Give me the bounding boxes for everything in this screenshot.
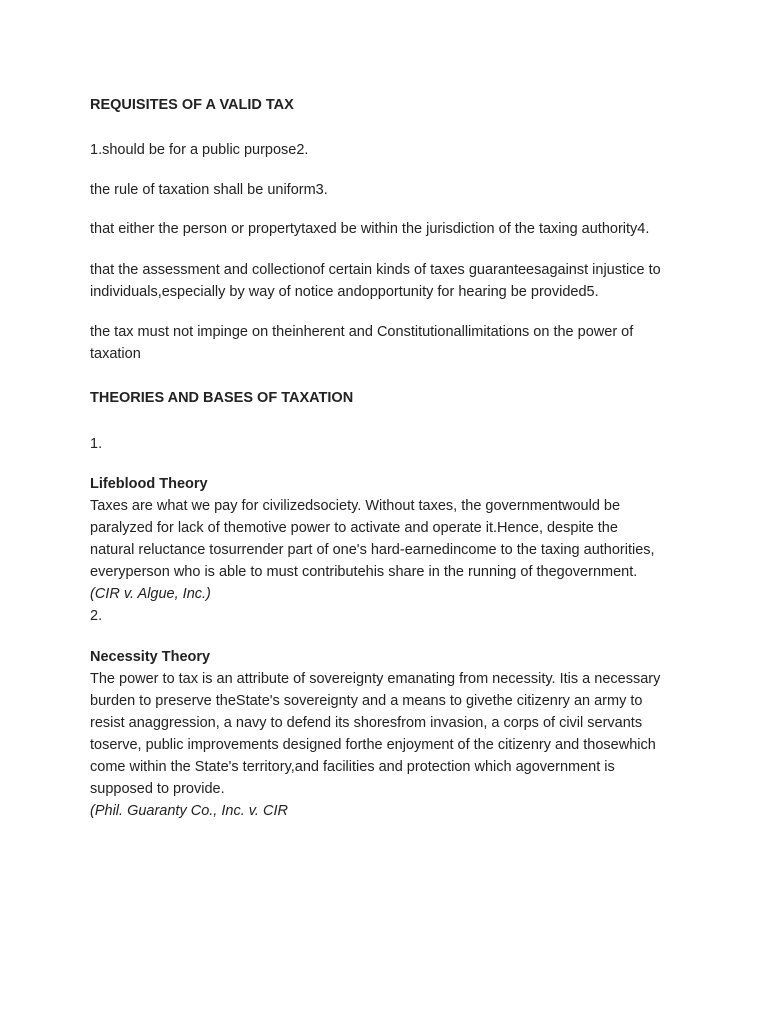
theory-citation-necessity: (Phil. Guaranty Co., Inc. v. CIR [90,803,288,819]
theory-block-necessity [90,646,670,822]
theory-block-lifeblood [90,473,660,627]
section-heading-theories: THEORIES AND BASES OF TAXATION [90,390,354,406]
requisite-item-5: the tax must not impinge on theinherent and Constitutionallimitations on the power of taxation [90,324,634,362]
list-number-2: 2. [90,608,103,624]
theory-body-lifeblood: Taxes are what we pay for civilizedsociety. Without taxes, the governmentwould be paralyzed for lack of themotive power to activate and operate it.Hence, despite the natural reluctance tosurrender part of one's hard-earnedincome to the taxing authorities, everyperson who is able to must contributehis share in the running of thegovernment. [90,498,655,580]
requisite-item-4: that the assessment and collectionof certain kinds of taxes guaranteesagainst injustice to individuals,especially by way of notice andopportunity for hearing be provided5. [90,262,661,300]
theory-title-lifeblood: Lifeblood Theory [90,476,208,492]
theory-citation-lifeblood: (CIR v. Algue, Inc.) [90,586,211,602]
requisite-item-3: that either the person or propertytaxed be within the jurisdiction of the taxing authority4. [90,221,650,237]
requisite-item-2: the rule of taxation shall be uniform3. [90,182,328,198]
theory-title-necessity: Necessity Theory [90,649,211,665]
list-number-1: 1. [90,436,103,452]
theory-body-necessity: The power to tax is an attribute of sovereignty emanating from necessity. Itis a necessary burden to preserve theState's sovereignty and a means to givethe citizenry an army to resist anaggression, a navy to defend its shoresfrom invasion, a corps of civil servants toserve, public improvements designed forthe enjoyment of the citizenry and thosewhich come within the State's territory,and facilities and protection which agovernment is supposed to provide. [90,671,661,797]
section-heading-requisites: REQUISITES OF A VALID TAX [90,97,294,113]
requisite-item-1: 1.should be for a public purpose2. [90,142,309,158]
